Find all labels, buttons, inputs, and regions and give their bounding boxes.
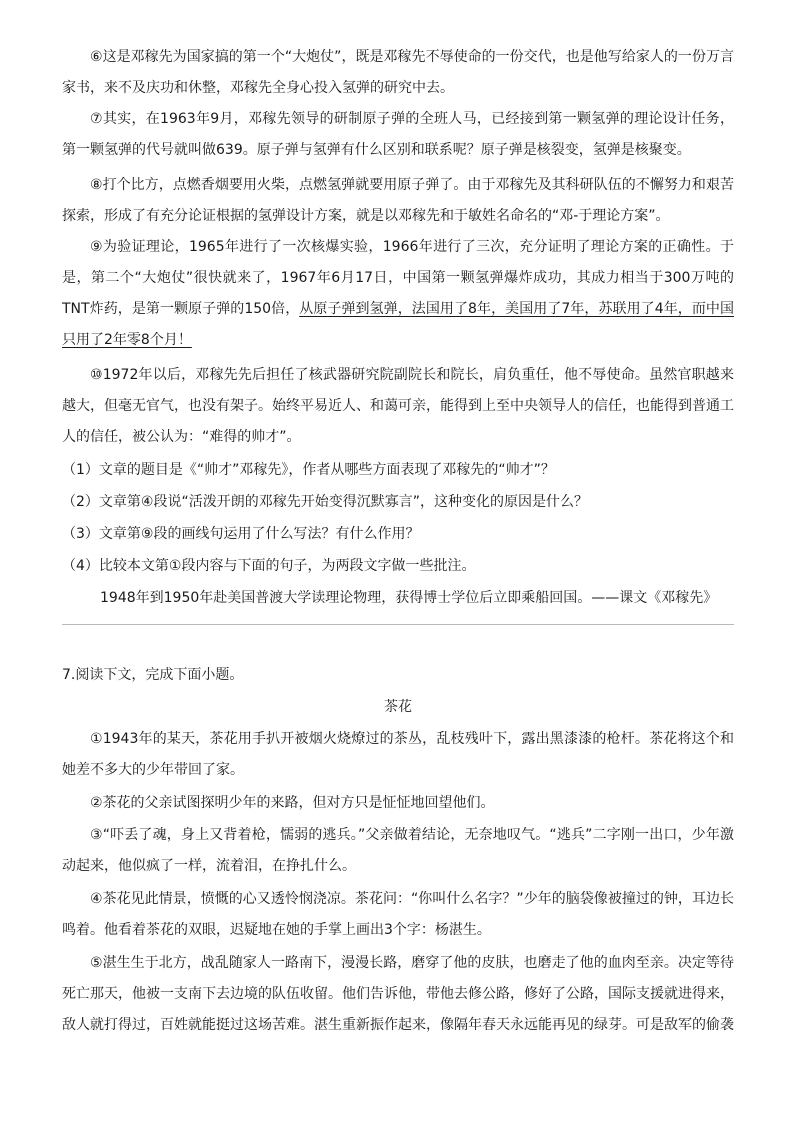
story-paragraph-3: ③“吓丢了魂，身上又背着枪，懦弱的逃兵。”父亲做着结论，无奈地叹气。“逃兵”二字刚一出口，少年激动起来，他似疯了一样，流着泪，在挣扎什么。 [62, 827, 734, 874]
story-paragraph-5: ⑤湛生生于北方，战乱随家人一路南下，漫漫长路，磨穿了他的皮肤，也磨走了他的血肉至亲。决定等待死亡那天，他被一支南下去边境的队伍收留。他们告诉他，带他去修公路，修好了公路，国际支援就进得来，敌人就打得过，百姓就能挺过这场苦难。湛生重新振作起来，像隔年春天永远能再见的绿芽。可是敌军的偷袭 [62, 955, 734, 1033]
paragraph-8: ⑧打个比方，点燃香烟要用火柴，点燃氢弹就要用原子弹了。由于邓稼先及其科研队伍的不懈努力和艰苦探索，形成了有充分论证根据的氢弹设计方案，就是以邓稼先和于敏姓名命名的“邓-于理论方案”。 [62, 177, 734, 224]
section-7-heading: 7.阅读下文，完成下面小题。 [62, 667, 244, 683]
paragraph-6: ⑥这是邓稼先为国家搞的第一个“大炮仗”，既是邓稼先不辱使命的一份交代，也是他写给家人的一份万言家书，来不及庆功和休整，邓稼先全身心投入氢弹的研究中去。 [62, 49, 734, 96]
paragraph-9-underlined-sentence: 从原子弹到氢弹，法国用了8年，美国用了7年，苏联用了4年，而中国只用了2年零8个月！ [62, 301, 734, 348]
section-divider [62, 624, 734, 625]
story-paragraph-2: ②茶花的父亲试图探明少年的来路，但对方只是怔怔地回望他们。 [90, 795, 495, 811]
question-2: （2）文章第④段说“活泼开朗的邓稼先开始变得沉默寡言”，这种变化的原因是什么？ [62, 494, 588, 510]
article-title: 茶花 [384, 699, 412, 715]
story-paragraph-4: ④茶花见此情景，愤慨的心又透怜悯浇凉。茶花问：“你叫什么名字？”少年的脑袋像被撞过的钟，耳边长鸣着。他看着茶花的双眼，迟疑地在她的手掌上画出3个字：杨湛生。 [62, 891, 734, 938]
paragraph-9 [62, 232, 734, 356]
paragraph-9-text: ⑨为验证理论，1965年进行了一次核爆实验，1966年进行了三次，充分证明了理论方案的正确性。于是，第二个“大炮仗”很快就来了，1967年6月17日，中国第一颗氢弹爆炸成功，其成力相当于300万吨的TNT炸药，是第一颗原子弹的150倍， [62, 239, 734, 317]
question-1: （1）文章的题目是《“帅才”邓稼先》，作者从哪些方面表现了邓稼先的“帅才”？ [62, 462, 555, 478]
question-4: （4）比较本文第①段内容与下面的句子，为两段文字做一些批注。 [62, 558, 476, 574]
paragraph-10: ⑩1972年以后，邓稼先先后担任了核武器研究院副院长和院长，肩负重任，他不辱使命。虽然官职越来越大，但毫无官气，也没有架子。始终平易近人、和蔼可亲，能得到上至中央领导人的信任，也能得到普通工人的信任，被公认为：“难得的帅才”。 [62, 367, 734, 445]
story-paragraph-1: ①1943年的某天，茶花用手扒开被烟火烧燎过的茶丛，乱枝残叶下，露出黑漆漆的枪杆。茶花将这个和她差不多大的少年带回了家。 [62, 731, 734, 778]
question-3: （3）文章第⑨段的画线句运用了什么写法？有什么作用？ [62, 526, 420, 542]
quote-line: 1948年到1950年赴美国普渡大学读理论物理，获得博士学位后立即乘船回国。——课文《邓稼先》 [100, 590, 718, 606]
paragraph-7: ⑦其实，在1963年9月，邓稼先领导的研制原子弹的全班人马，已经接到第一颗氢弹的理论设计任务，第一颗氢弹的代号就叫做639。原子弹与氢弹有什么区别和联系呢？原子弹是核裂变，氢弹是核聚变。 [62, 111, 734, 158]
